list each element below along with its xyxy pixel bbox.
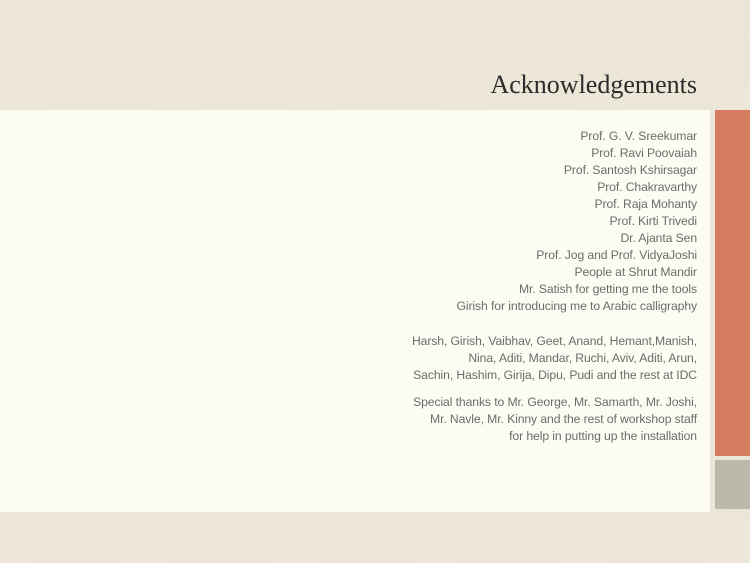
person-line: People at Shrut Mandir: [574, 265, 697, 279]
thanks-line: for help in putting up the installation: [509, 429, 697, 443]
person-line: Mr. Satish for getting me the tools: [518, 282, 697, 296]
friends-paragraph: [412, 333, 697, 384]
person-line: Dr. Ajanta Sen: [620, 231, 697, 245]
person-line: Prof. Kirti Trivedi: [609, 214, 697, 228]
thanks-line: Special thanks to Mr. George, Mr. Samarth, Mr. Joshi,: [413, 395, 697, 409]
friends-line: Nina, Aditi, Mandar, Ruchi, Aviv, Aditi, Arun,: [468, 351, 697, 365]
people-list: [456, 128, 697, 315]
person-line: Prof. Ravi Poovaiah: [591, 146, 697, 160]
accent-bar: [715, 110, 750, 456]
thanks-line: Mr. Navle, Mr. Kinny and the rest of workshop staff: [430, 412, 697, 426]
slide-title: Acknowledgements: [490, 70, 697, 99]
special-thanks-paragraph: [413, 394, 697, 445]
friends-line: Sachin, Hashim, Girija, Dipu, Pudi and the rest at IDC: [413, 368, 697, 382]
friends-line: Harsh, Girish, Vaibhav, Geet, Anand, Hemant,Manish,: [411, 334, 697, 348]
person-line: Prof. Chakravarthy: [597, 180, 697, 194]
person-line: Prof. G. V. Sreekumar: [580, 129, 697, 143]
person-line: Prof. Jog and Prof. VidyaJoshi: [536, 248, 697, 262]
person-line: Prof. Raja Mohanty: [594, 197, 697, 211]
person-line: Prof. Santosh Kshirsagar: [563, 163, 697, 177]
gray-block: [715, 460, 750, 509]
person-line: Girish for introducing me to Arabic calligraphy: [456, 299, 697, 313]
